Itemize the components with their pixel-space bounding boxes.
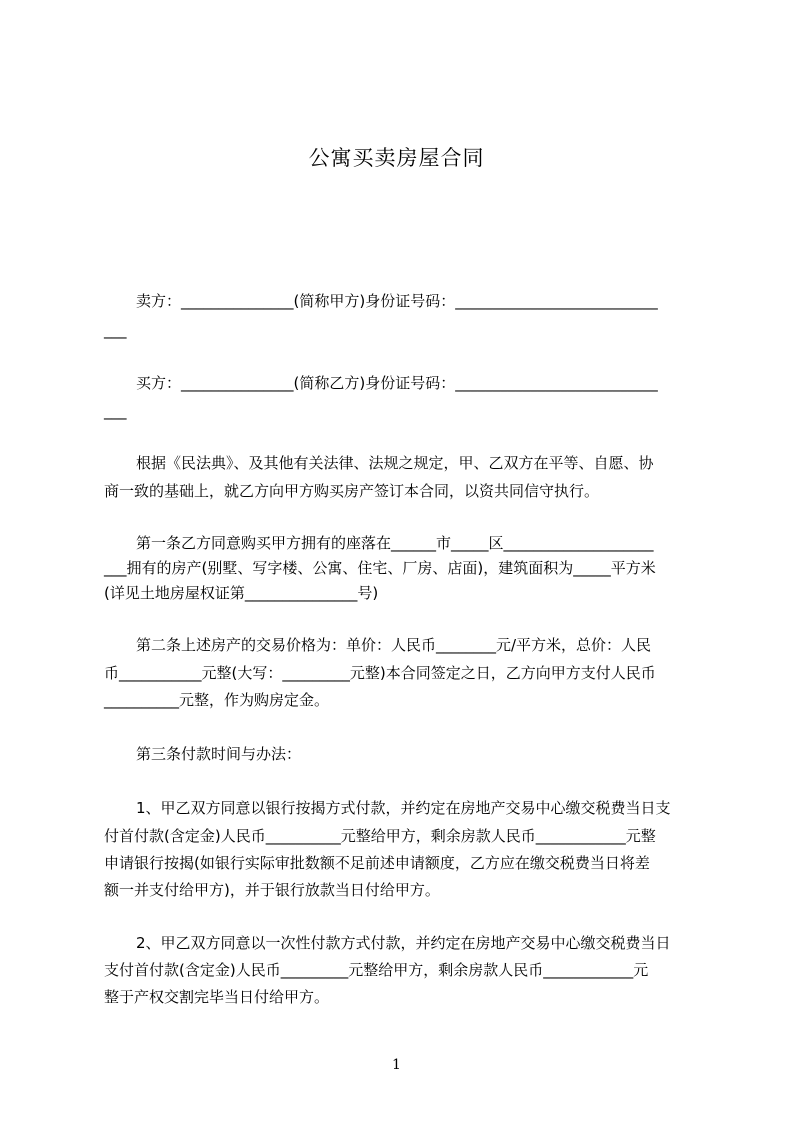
buyer-line: 买方：_______________(简称乙方)身份证号码：___________________________ xyxy=(136,374,658,392)
seller-line: 卖方：_______________(简称甲方)身份证号码：___________________________ xyxy=(136,292,658,310)
article2-line-3: __________元整，作为购房定金。 xyxy=(104,691,330,709)
preamble-line-2: 商一致的基础上，就乙方向甲方购买房产签订本合同，以资共同信守执行。 xyxy=(104,482,600,500)
clause2-line-3: 整于产权交割完毕当日付给甲方。 xyxy=(104,988,330,1006)
article1-line-1: 第一条乙方同意购买甲方拥有的座落在______市_____区____________________ xyxy=(136,534,654,552)
clause1-line-3: 申请银行按揭(如银行实际审批数额不足前述申请额度，乙方应在缴交税费当日将差 xyxy=(104,854,650,872)
clause1-line-1: 1、甲乙双方同意以银行按揭方式付款，并约定在房地产交易中心缴交税费当日支 xyxy=(136,799,671,817)
page-number: 1 xyxy=(392,1057,401,1073)
clause2-line-2: 支付首付款(含定金)人民币_________元整给甲方，剩余房款人民币____________元 xyxy=(104,961,649,979)
clause1-line-4: 额一并支付给甲方)，并于银行放款当日付给甲方。 xyxy=(104,881,440,899)
article1-line-2: ___拥有的房产(别墅、写字楼、公寓、住宅、厂房、店面)，建筑面积为_____平方米 xyxy=(104,559,656,577)
article2-line-1: 第二条上述房产的交易价格为：单价：人民币________元/平方米，总价：人民 xyxy=(136,636,652,654)
article3-heading: 第三条付款时间与办法： xyxy=(136,745,302,763)
preamble-line-1: 根据《民法典》、及其他有关法律、法规之规定，甲、乙双方在平等、自愿、协 xyxy=(136,454,654,472)
article1-line-3: (详见土地房屋权证第_______________号) xyxy=(104,584,379,602)
seller-line-continuation: ___ xyxy=(104,321,127,339)
clause2-line-1: 2、甲乙双方同意以一次性付款方式付款，并约定在房地产交易中心缴交税费当日 xyxy=(136,934,671,952)
clause1-line-2: 付首付款(含定金)人民币__________元整给甲方，剩余房款人民币____________元整 xyxy=(104,827,656,845)
document-title: 公寓买卖房屋合同 xyxy=(308,146,485,170)
buyer-line-continuation: ___ xyxy=(104,402,127,420)
article2-line-2: 币___________元整(大写：_________元整)本合同签定之日，乙方向甲方支付人民币 xyxy=(104,664,656,682)
